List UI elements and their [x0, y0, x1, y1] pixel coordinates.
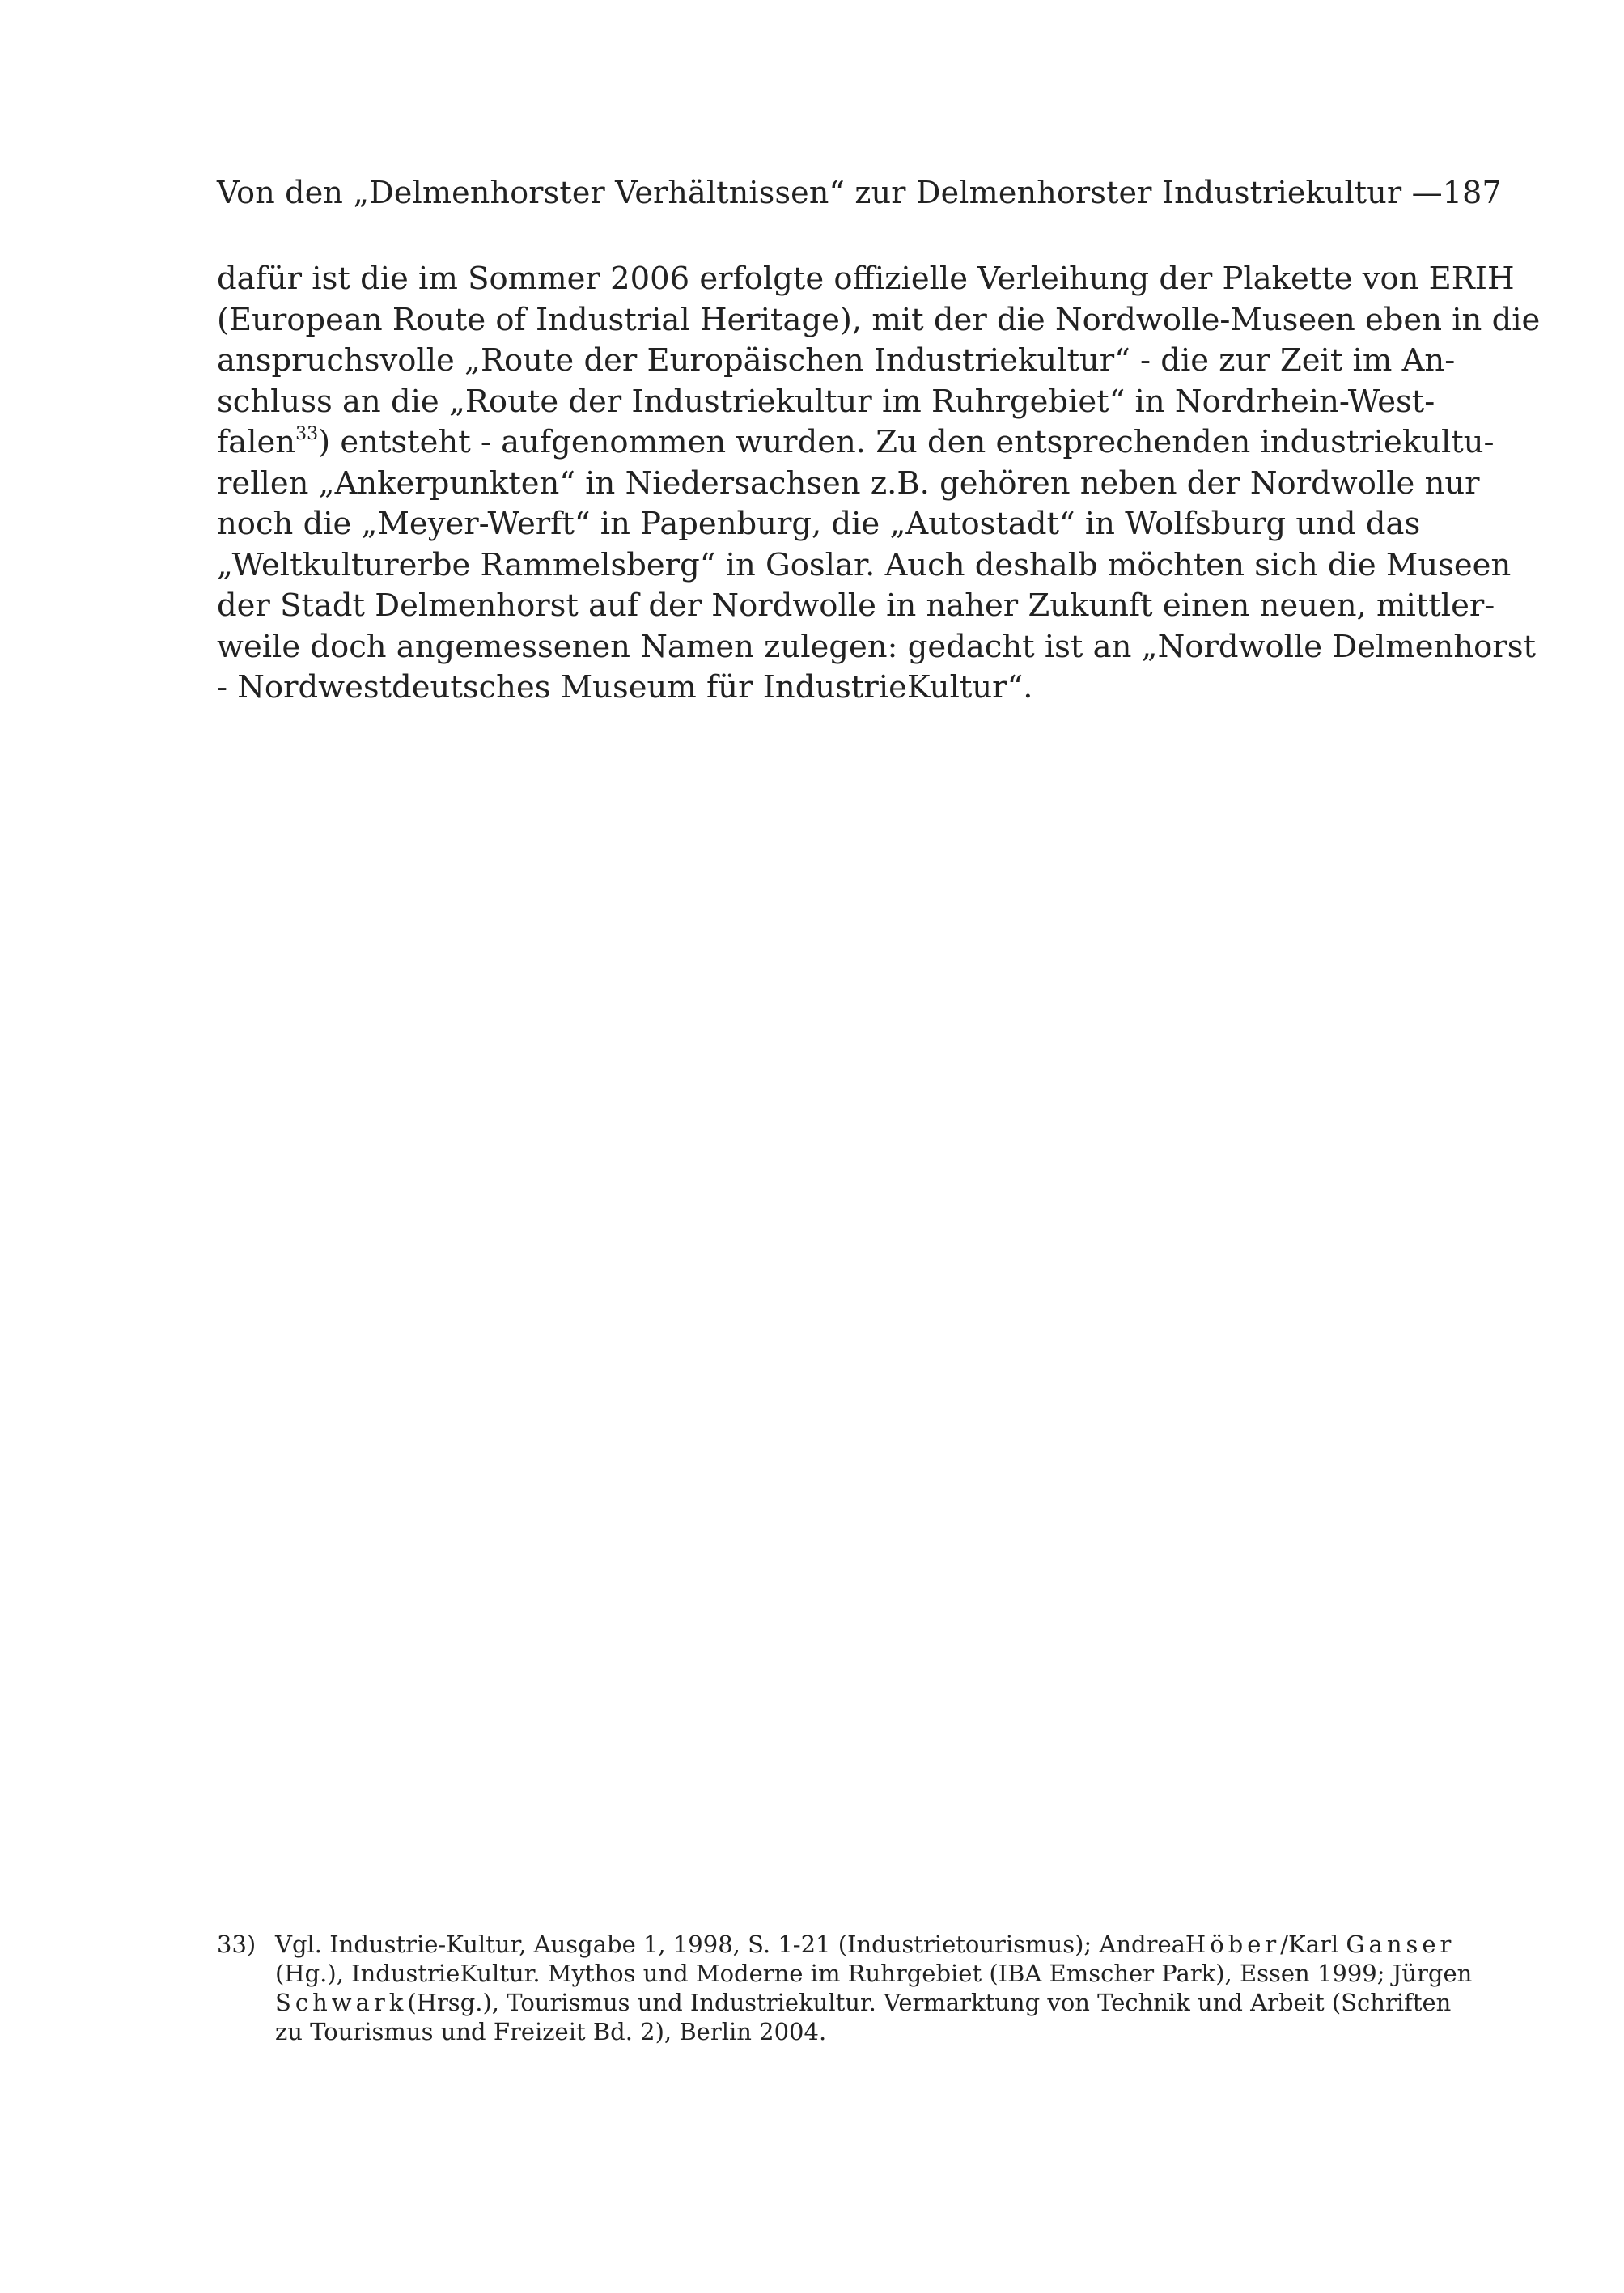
footnote-line [217, 2017, 1411, 2046]
page-number: 187 [1442, 175, 1502, 210]
footnote-reference: 33 [295, 424, 319, 444]
text-line [217, 422, 1495, 464]
text-fragment: falen [217, 424, 296, 460]
text-line [217, 464, 1480, 505]
footnote-fragment: zu Tourismus und Freizeit Bd. 2), Berlin 2004. [275, 2018, 827, 2045]
text-line [217, 504, 1421, 545]
text-line-content: noch die „Meyer-Werft“ in Papenburg, die „Autostadt“ in Wolfsburg und das [217, 506, 1421, 542]
text-line [217, 259, 1515, 300]
footnote-line [217, 1988, 1452, 2017]
text-line-content: anspruchsvolle „Route der Europäischen Industriekultur“ - die zur Zeit im An- [217, 342, 1456, 379]
text-line-content: „Weltkulturerbe Rammelsberg“ in Goslar. Auch deshalb möchten sich die Museen [217, 546, 1512, 583]
text-line [217, 586, 1495, 627]
footnote-fragment: Vgl. Industrie-Kultur, Ausgabe 1, 1998, S. 1-21 (Industrietourismus); Andrea [275, 1931, 1185, 1958]
author-name: Höber [1185, 1931, 1281, 1958]
footnote-text [275, 1959, 1472, 1988]
author-name: Ganser [1346, 1931, 1456, 1958]
text-line-content: - Nordwestdeutsches Museum für IndustrieKultur“. [217, 669, 1033, 706]
text-line-content: schluss an die „Route der Industriekultur im Ruhrgebiet“ in Nordrhein-West- [217, 383, 1435, 420]
text-line [217, 627, 1536, 668]
footnote-fragment: (Hrsg.), Tourismus und Industriekultur. Vermarktung von Technik und Arbeit (Schriften [407, 1989, 1452, 2016]
text-line [217, 382, 1435, 423]
footnote-text [275, 1988, 1451, 2017]
footnote-line [217, 1930, 1456, 1959]
text-line-content: rellen „Ankerpunkten“ in Niedersachsen z.B. gehören neben der Nordwolle nur [217, 464, 1480, 502]
text-line-content: weile doch angemessenen Namen zulegen: gedacht ist an „Nordwolle Delmenhorst [217, 628, 1536, 665]
footnote-fragment: /Karl [1280, 1931, 1339, 1958]
footnote-fragment: (Hg.), IndustrieKultur. Mythos und Moderne im Ruhrgebiet (IBA Emscher Park), Essen 1999; Jürgen [275, 1960, 1473, 1987]
text-line-content: (European Route of Industrial Heritage), mit der die Nordwolle-Museen eben in die [217, 301, 1541, 338]
text-fragment: ) entsteht - aufgenommen wurden. Zu den entsprechenden industriekultu- [318, 424, 1495, 460]
footnote-number: 33) [217, 1931, 257, 1958]
footnote-text [275, 2017, 1411, 2046]
running-head-title: Von den „Delmenhorster Verhältnissen“ zur Delmenhorster Industriekultur — [217, 175, 1443, 210]
running-head [217, 172, 1502, 213]
footnote-fragment [1185, 1930, 1455, 1959]
footnote-indent [217, 1959, 275, 1988]
author-name: Schwark [275, 1989, 408, 2016]
footnote-text [275, 1930, 1455, 1959]
body-paragraph [217, 259, 1541, 709]
text-line [217, 300, 1541, 341]
text-line-content: der Stadt Delmenhorst auf der Nordwolle in naher Zukunft einen neuen, mittler- [217, 587, 1495, 624]
text-line [217, 341, 1456, 382]
footnote-indent [217, 2017, 275, 2046]
text-line [217, 545, 1512, 587]
text-line-content: dafür ist die im Sommer 2006 erfolgte offizielle Verleihung der Plakette von ERIH [217, 261, 1515, 297]
text-line-content [217, 422, 1495, 464]
footnote-indent [217, 1988, 275, 2017]
footnote-line [217, 1959, 1473, 1988]
footnote [217, 1930, 1473, 2046]
text-line [217, 668, 1411, 709]
